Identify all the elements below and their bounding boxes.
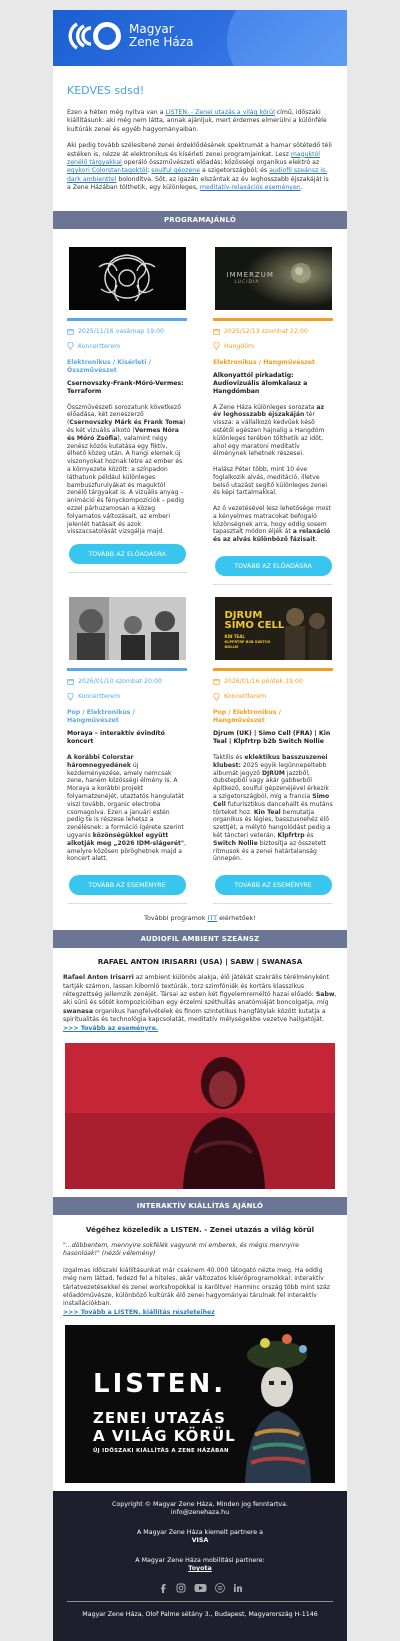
footer-divider <box>67 1601 333 1602</box>
logo-text <box>129 23 193 49</box>
logo-line-1: Magyar <box>129 22 174 36</box>
abstract-pattern-icon <box>69 247 186 310</box>
text: című, időszaki kiállításunk: aki még nem látta, annak ajánljuk, mert érdemes elmerülni a különféle kultúrák zenei és egyéb hagyományaiban. <box>67 109 327 133</box>
partner-name: VISA <box>191 1537 209 1545</box>
text: bemutatja organikus és légies, basszusnehéz élő szettjét, a mélytó hangolódást pedig a két táncteri veterán, <box>213 808 331 839</box>
event-title: Csernovszky-Frank-Móró-Vermes: Terraform <box>67 379 184 395</box>
header-banner <box>53 10 347 66</box>
text-bold: Csernovszky Márk és Frank Toma <box>69 419 184 427</box>
audiofil-paragraph <box>53 974 347 1033</box>
event-date <box>213 677 333 686</box>
calendar-icon <box>213 678 220 685</box>
text-bold: Rafael Anton Irisarri <box>63 974 134 982</box>
logo[interactable] <box>67 20 193 52</box>
text: . <box>315 536 318 544</box>
text: bolondítva. Sőt, az igazán elszántak az év leghosszabb éjszakáját is a Zene Házában tölthetik, egy különleges, <box>67 175 329 192</box>
text: , amelyre közösen pöröghetnek majd a koncert alatt. <box>67 839 187 863</box>
event-place <box>213 342 333 351</box>
text-bold: Klpfrtrp <box>277 831 305 839</box>
artist-photo-icon <box>65 1043 335 1189</box>
event-title: Djrum (UK) | Simo Cell (FRA) | Kin Teal | Klpfrtrp b2b Switch Nollie <box>213 730 331 745</box>
text: futurisztikus dancehallt és mutáns törteket hoz. <box>213 800 333 816</box>
poster-listen: LISTEN. <box>93 1369 227 1400</box>
event-more-button[interactable]: TOVÁBB AZ ESEMÉNYRE <box>69 875 186 895</box>
poster-line-2: ZENEI UTAZÁS <box>93 1409 226 1428</box>
program-section-bar: PROGRAMAJÁNLÓ <box>53 211 347 229</box>
text: Taktilis és <box>213 754 245 761</box>
listen-exhibition-link[interactable]: LISTEN. - Zenei utazás a világ körül <box>165 109 275 116</box>
date-text: 2025/12/13 szombat 22:00 <box>224 327 308 335</box>
poster-figure-icon <box>65 1325 335 1483</box>
exhibition-title: Végéhez közeledik a LISTEN. - Zenei utazás a világ körül <box>85 1225 315 1234</box>
event-date <box>67 677 187 686</box>
thumb-line-1: DJRUM <box>224 610 263 621</box>
thumb-line-4: KLPFRTRP B2B SWITCH NOLLIE <box>224 640 271 649</box>
partner-label: A Magyar Zene Háza kiemelt partnere a <box>136 1529 264 1537</box>
place-text: Hangdóm <box>224 342 255 350</box>
text: jazzből, dubstepből vagy akár gabberből építkező, soulful gépzenéjével érkezik a szigetországból, míg a francia <box>213 769 329 800</box>
text: Ezen a héten még nyitva van a <box>67 109 166 116</box>
more-programs-link[interactable]: ITT <box>207 914 218 923</box>
text: tér vissza: a vállalkozó kedvűek késő estétől egészen hajnalig a Hangdóm különleges terében tölthetik az időt, ahol egy maratoni meditatív élménynek lehetnek részesei. <box>213 411 325 458</box>
text: Összművészeti sorozatunk következő előadása, két zeneszerző ( <box>67 403 181 427</box>
event-card-immerzum <box>213 235 333 585</box>
event-place <box>67 692 187 701</box>
text-bold: DJRUM <box>261 769 285 777</box>
event-description <box>213 404 333 544</box>
event-card-djrum <box>213 597 333 904</box>
text: Az ő vezetésével lesz lehetősége most a kényelmes matracokat befogaló közönségnek arra, hogy eddig sosem tapasztalt módon éljék át <box>213 505 331 536</box>
text-bold: az év leghosszabb éjszakáján <box>213 403 325 419</box>
place-text: Koncertterem <box>224 693 267 700</box>
audiofil-link[interactable]: audiofil szeánsz is, dark ambienttel <box>67 167 328 183</box>
text: 2025 egyik legünnepeltebb albumát jegyző <box>213 761 327 777</box>
event-more-button[interactable]: TOVÁBB AZ ELŐADÁSRA <box>69 544 186 564</box>
text: új kezdeményezése, amely nemcsak zene, hanem közösségi élmény is. A Moraya a korábbi projekt folyamatzenéjét, utaztatós hangulatát viszi tovább, organic electroba csomagolva. Ezen a januári estén pedig te is részese lehetsz a zenélésnek: a formáció ígérete szerint ugyanis <box>67 761 184 839</box>
divider <box>213 668 333 671</box>
location-pin-icon <box>67 342 74 350</box>
text: a szigetországból; és <box>200 167 270 175</box>
spacer <box>53 1483 347 1491</box>
calendar-icon <box>67 328 74 335</box>
terraform-link[interactable]: maguktól zenélő tárgyakkal <box>67 150 320 167</box>
place-text: Koncertterem <box>78 693 121 700</box>
audiofil-photo[interactable] <box>65 1043 335 1189</box>
text: az ambient különös alakja, élő játékát szakrális térélményként tartják számon, lassan kibomló textúrák, torz szimfóniák és kortárs klasszikus rétegzettség jellemzik zenéjét. Társai az esten két figyelemreméltó hazai előadó: <box>63 974 329 998</box>
meditative-event-link[interactable]: meditatív-relaxációs eseményen <box>199 184 301 192</box>
more-programs-line <box>53 904 347 930</box>
event-genre: Pop / Elektronikus / Hangművészet <box>213 709 281 724</box>
event-card-terraform <box>67 235 187 585</box>
header-glow <box>227 10 347 66</box>
text: További programok <box>144 914 208 923</box>
event-description <box>67 404 187 537</box>
text: . <box>300 184 303 192</box>
event-genre: Pop / Elektronikus / Hangművészet <box>67 709 135 724</box>
date-text: 2026/01/10 szombat 20:00 <box>78 678 162 685</box>
poster-line-4: ÚJ IDŐSZAKI KIÁLLÍTÁS A ZENE HÁZÁBAN <box>93 1448 229 1455</box>
location-pin-icon <box>213 693 220 701</box>
event-thumbnail-moraya[interactable] <box>69 597 186 660</box>
text: ; <box>147 167 152 175</box>
footer <box>53 1491 347 1641</box>
event-thumbnail-djrum[interactable] <box>215 597 332 660</box>
event-card-moraya <box>67 597 187 904</box>
calendar-icon <box>67 678 74 685</box>
text-bold: Switch Nollie <box>213 839 258 847</box>
text: operáló összművészeti előadás; közösségi organikus elektró az <box>121 159 320 167</box>
mobility-label: A Magyar Zene Háza mobilitási partnere: <box>135 1557 265 1565</box>
date-text: 2026/01/16 péntek 19:00 <box>224 678 303 685</box>
audiofil-event-link[interactable]: >>> Tovább az eseményre. <box>63 1024 159 1032</box>
card-divider <box>67 572 187 573</box>
card-divider <box>213 584 333 585</box>
event-thumbnail-terraform[interactable] <box>69 247 186 310</box>
event-more-button[interactable]: TOVÁBB AZ ESEMÉNYRE <box>215 875 332 895</box>
spacer <box>53 1189 347 1197</box>
event-genre: Elektronikus / Hangművészet <box>213 358 315 366</box>
logo-line-2: Zene Háza <box>129 35 194 49</box>
email-container <box>53 10 347 1641</box>
moraya-link[interactable]: egykori Colorstar-tagoktól <box>67 167 148 175</box>
event-description <box>213 754 333 863</box>
text: elérhetőek! <box>217 914 256 923</box>
text-bold: Sabw <box>315 990 335 998</box>
card-divider <box>213 903 333 904</box>
text-bold: Kin Teal <box>253 808 281 816</box>
text-bold: eklektikus basszuszenei klubest: <box>213 754 328 769</box>
event-title: Alkonyattól pirkadatig: Audiovizuális álomkalauz a Hangdómban <box>213 371 308 395</box>
intro-section <box>53 66 347 211</box>
text-bold: swanasa <box>63 1007 94 1015</box>
text-bold: közönségükkel együtt alkotják meg „2026 IDM-slágerét" <box>67 831 185 847</box>
card-divider <box>67 903 187 904</box>
text: ) és két vizuális alkotó ( <box>67 419 186 435</box>
text: biztosítja az összetett ritmusok és a zenei határtalanság ünnepén. <box>213 839 327 863</box>
location-pin-icon <box>213 342 220 350</box>
events-grid <box>53 229 347 905</box>
text: ), valamint négy zenész közös kutatása egy fiktív, élhető közeg után. A hangi elemek új viszonyokat hoznak létre az ember és a környezete között: a színpadon láthatunk például különleges bambuszfurulyákat és maguktól zenélő tárgyakat is. A vizuális anyag – animáció és fényckompozíciók – pedig ezzel párhuzamosan a közeg folyamatos változásait, az emberi jelenlét hatásait és azok visszacsatolását vizsgálja majd. <box>67 434 184 536</box>
djrum-link[interactable]: soulful géozene <box>151 167 201 175</box>
thumb-title-1: IMMERZUM <box>226 270 274 279</box>
event-date <box>67 327 187 336</box>
copyright-text: Copyright © Magyar Zene Háza, Minden jog fenntartva. <box>111 1501 289 1509</box>
date-text: 2025/11/16 vasárnap 19:00 <box>78 327 164 335</box>
event-description <box>67 754 187 863</box>
calendar-icon <box>213 328 220 335</box>
text: , aki sűrű és sötét kompozícióiban egy érzelmi széthullás anatómiáját boncolgatja, míg <box>63 990 337 1007</box>
greeting: KEDVES sdsd! <box>67 84 145 97</box>
text: és <box>304 831 314 839</box>
band-photo-icon <box>69 597 186 660</box>
event-more-button[interactable]: TOVÁBB AZ ELŐADÁSRA <box>215 556 332 576</box>
poster-line-3: A VILÁG KÖRÜL <box>93 1427 236 1446</box>
thumb-line-3: KIN TEAL <box>224 634 245 639</box>
audiofil-title: RAFAEL ANTON IRISARRI (USA) | SABW | SWANASA <box>97 957 303 967</box>
location-pin-icon <box>67 693 74 701</box>
exhibition-section-bar: INTERAKTÍV KIÁLLÍTÁS AJÁNLÓ <box>53 1197 347 1215</box>
mobility-partner[interactable]: Toyota <box>188 1565 212 1573</box>
exhibition-details-link[interactable]: >>> Tovább a LISTEN. kiállítás részleteihez <box>63 1308 215 1316</box>
text: Halász Péter több, mint 10 éve foglalkozik alvás, meditáció, illetve belső utazást segítő különleges zenei és képi tartalmakkal. <box>213 466 328 497</box>
text: Izgalmas időszaki kiállításunkat már csaknem 40.000 látogató nézte meg. Ha eddig még nem láttad, fedezd fel a hiteles, akár változatos kísérőprogramokkal: interaktív tárlatvezetésekkel és zenei workshopokkal is karöltve! Harminc ország több mint száz előadóművésze, különböző kultúrák élő zenei hagyományai tárulnak fel interaktív installációkban. <box>63 1266 330 1308</box>
text-bold: Vermes Nóra és Móró Zsófia <box>67 427 179 442</box>
text: Aki pedig tovább szélesítené zenei érdeklődésének spektrumát a hamar sötétedő téli estéken is, nézze át elektronikus és kísérleti zenei programjainkat. Lesz <box>67 142 332 158</box>
intro-paragraph-1 <box>67 109 333 134</box>
divider <box>67 318 187 321</box>
event-title: Moraya – interaktív évindító koncert <box>67 730 165 745</box>
audiofil-section-bar: AUDIOFIL AMBIENT SZEÁNSZ <box>53 930 347 948</box>
thumb-line-2: SIMO CELL <box>224 620 285 631</box>
exhibition-paragraph <box>53 1267 347 1317</box>
text-bold: Simo Cell <box>213 792 330 808</box>
thumb-title-2: LUCIDIA <box>234 279 260 285</box>
exhibition-poster[interactable] <box>65 1325 335 1483</box>
event-date <box>213 327 333 336</box>
text-bold: A korábbi Colorstar háromnegyedének <box>67 754 134 769</box>
footer-email[interactable]: info@zenehaza.hu <box>170 1509 230 1517</box>
text-bold: a relaxáció és az alvás különböző fázisait <box>213 528 331 544</box>
event-place <box>213 692 333 701</box>
event-genre: Elektronikus / Kísérleti / Összművészet <box>67 358 151 374</box>
divider <box>67 668 187 671</box>
footer-address: Magyar Zene Háza, Olof Palme sétány 3., Budapest, Magyarország H-1146 <box>82 1611 318 1619</box>
event-place <box>67 342 187 351</box>
divider <box>213 318 333 321</box>
intro-paragraph-2 <box>67 142 333 192</box>
logo-mark-icon <box>67 20 123 52</box>
place-text: Koncertterem <box>78 342 121 350</box>
text: organikus hangfelvételek és finom szintetikus hangfátylak között kutatja a spiritualitás és technológia kapcsolatát, meditatív mélységekbe vezetve hallgatóját. <box>63 1007 326 1024</box>
text: A Zene Háza különleges sorozata <box>213 403 317 411</box>
exhibition-quote: "...döbbentem, mennyire sokfélék vagyunk mi emberek, és mégis mennyire hasonlóak!" (nézői vélemény) <box>63 1242 299 1258</box>
event-thumbnail-immerzum[interactable] <box>215 247 332 310</box>
